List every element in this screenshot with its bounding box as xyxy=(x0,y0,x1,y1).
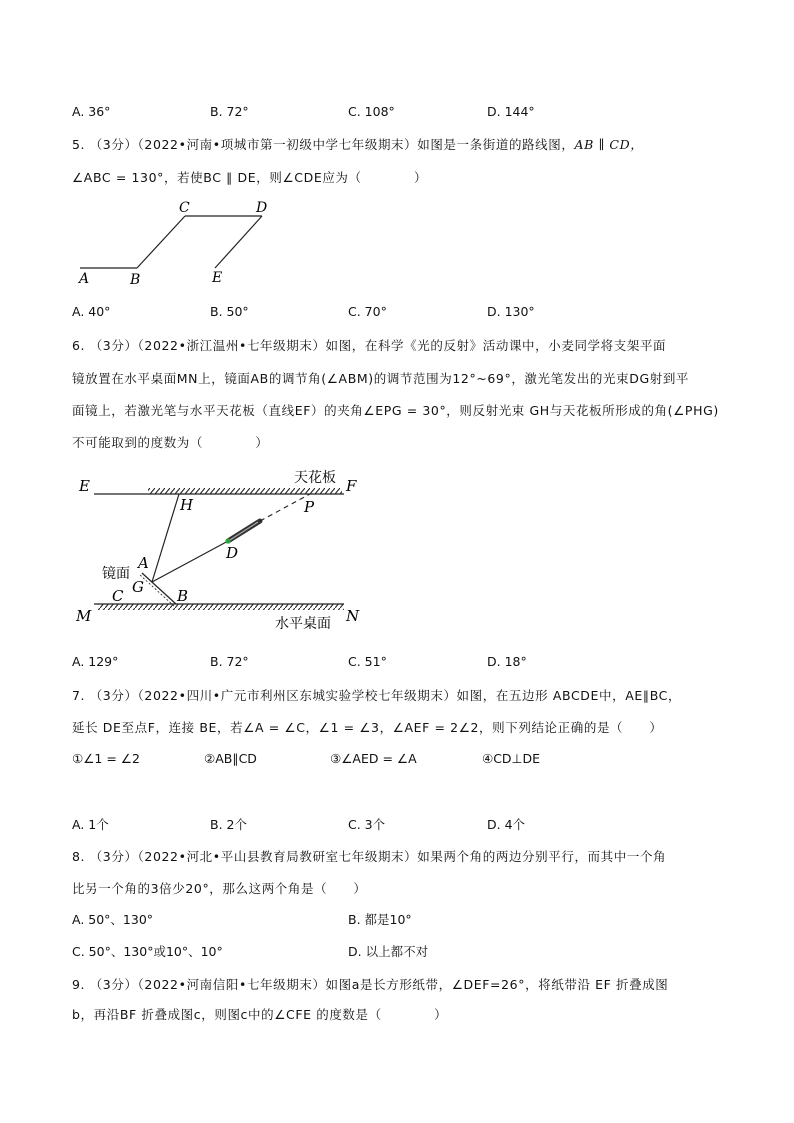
q6-label-e: E xyxy=(79,477,90,495)
q4-option-b: B. 72° xyxy=(210,104,249,119)
q8-option-a: A. 50°、130° xyxy=(72,912,154,927)
q8-line-2: 比另一个角的3倍少20°，那么这两个角是（ ） xyxy=(72,881,367,896)
q6-label-ceiling: 天花板 xyxy=(294,470,336,486)
q6-label-c: C xyxy=(112,587,124,605)
laser-tip-icon xyxy=(225,538,230,543)
q6-line-2: 镜放置在水平桌面MN上，镜面AB的调节角(∠ABM)的调节范围为12°~69°，激光笔发出的光束DG射到平 xyxy=(72,371,690,386)
q6-label-d: D xyxy=(226,544,239,562)
q9-line-1: 9. （3分）（2022•河南信阳•七年级期末）如图a是长方形纸带，∠DEF=26°，将纸带沿 EF 折叠成图 xyxy=(72,977,669,992)
q7-statement-2: ②AB∥CD xyxy=(204,751,257,766)
q5-label-c: C xyxy=(179,200,190,216)
q7-option-d: D. 4个 xyxy=(487,817,526,832)
q6-option-c: C. 51° xyxy=(348,654,387,669)
q5-line-1-math: AB ∥ CD， xyxy=(574,137,644,152)
q6-label-table: 水平桌面 xyxy=(275,616,331,632)
ray-dg xyxy=(152,540,230,582)
ray-extension-dashed xyxy=(260,494,310,521)
q7-statement-3: ③∠AED = ∠A xyxy=(330,751,417,766)
q6-label-b: B xyxy=(177,587,189,605)
q5-label-e: E xyxy=(212,270,223,286)
q5-street-figure xyxy=(70,196,280,288)
q5-label-b: B xyxy=(130,272,141,288)
q6-label-h: H xyxy=(180,496,194,514)
q4-option-c: C. 108° xyxy=(348,104,395,119)
q5-option-d: D. 130° xyxy=(487,304,535,319)
q6-option-d: D. 18° xyxy=(487,654,527,669)
ceiling-hatch xyxy=(148,488,342,494)
q4-option-d: D. 144° xyxy=(487,104,535,119)
ray-gh xyxy=(152,494,179,582)
q6-line-1: 6. （3分）（2022•浙江温州•七年级期末）如图，在科学《光的反射》活动课中，小麦同学将支架平面 xyxy=(72,338,667,353)
q7-statement-1: ①∠1 = ∠2 xyxy=(72,751,140,766)
q5-option-b: B. 50° xyxy=(210,304,249,319)
q7-line-1: 7. （3分）（2022•四川•广元市利州区东城实验学校七年级期末）如图，在五边形 ABCDE中，AE∥BC， xyxy=(72,688,682,703)
q6-label-mirror: 镜面 xyxy=(102,566,130,582)
q5-line-1-text: 5. （3分）（2022•河南•项城市第一初级中学七年级期末）如图是一条街道的路线图， xyxy=(72,137,575,152)
q8-option-c: C. 50°、130°或10°、10° xyxy=(72,944,223,959)
q6-label-n: N xyxy=(346,607,360,625)
q4-option-a: A. 36° xyxy=(72,104,111,119)
q5-line-2: ∠ABC = 130°，若使BC ∥ DE，则∠CDE应为（ ） xyxy=(72,170,428,185)
q7-option-c: C. 3个 xyxy=(348,817,386,832)
q5-label-a: A xyxy=(79,271,90,287)
q5-option-a: A. 40° xyxy=(72,304,111,319)
q6-line-4: 不可能取到的度数为（ ） xyxy=(72,435,269,450)
q6-label-g: G xyxy=(132,578,144,596)
q8-line-1: 8. （3分）（2022•河北•平山县教育局教研室七年级期末）如果两个角的两边分别平行，而其中一个角 xyxy=(72,849,667,864)
q7-option-a: A. 1个 xyxy=(72,817,109,832)
q6-line-3: 面镜上，若激光笔与水平天花板（直线EF）的夹角∠EPG = 30°，则反射光束 GH与天花板所形成的角(∠PHG) xyxy=(72,403,719,418)
q7-statement-4: ④CD⊥DE xyxy=(482,751,540,766)
q8-option-b: B. 都是10° xyxy=(348,912,412,927)
q6-option-a: A. 129° xyxy=(72,654,119,669)
q6-label-f: F xyxy=(346,477,357,495)
q7-line-2: 延长 DE至点F，连接 BE，若∠A = ∠C，∠1 = ∠3，∠AEF = 2∠2，则下列结论正确的是（ ） xyxy=(72,720,663,735)
q6-label-p: P xyxy=(304,498,315,516)
q7-option-b: B. 2个 xyxy=(210,817,247,832)
q5-label-d: D xyxy=(256,200,268,216)
q5-option-c: C. 70° xyxy=(348,304,387,319)
q8-option-d: D. 以上都不对 xyxy=(348,944,429,959)
q5-line-1 xyxy=(72,135,643,153)
q6-label-a: A xyxy=(138,554,149,572)
q6-label-m: M xyxy=(76,607,92,625)
q6-option-b: B. 72° xyxy=(210,654,249,669)
q6-reflection-figure xyxy=(70,464,370,634)
table-hatch xyxy=(98,604,344,610)
q9-line-2: b，再沿BF 折叠成图c，则图c中的∠CFE 的度数是（ ） xyxy=(72,1007,448,1022)
